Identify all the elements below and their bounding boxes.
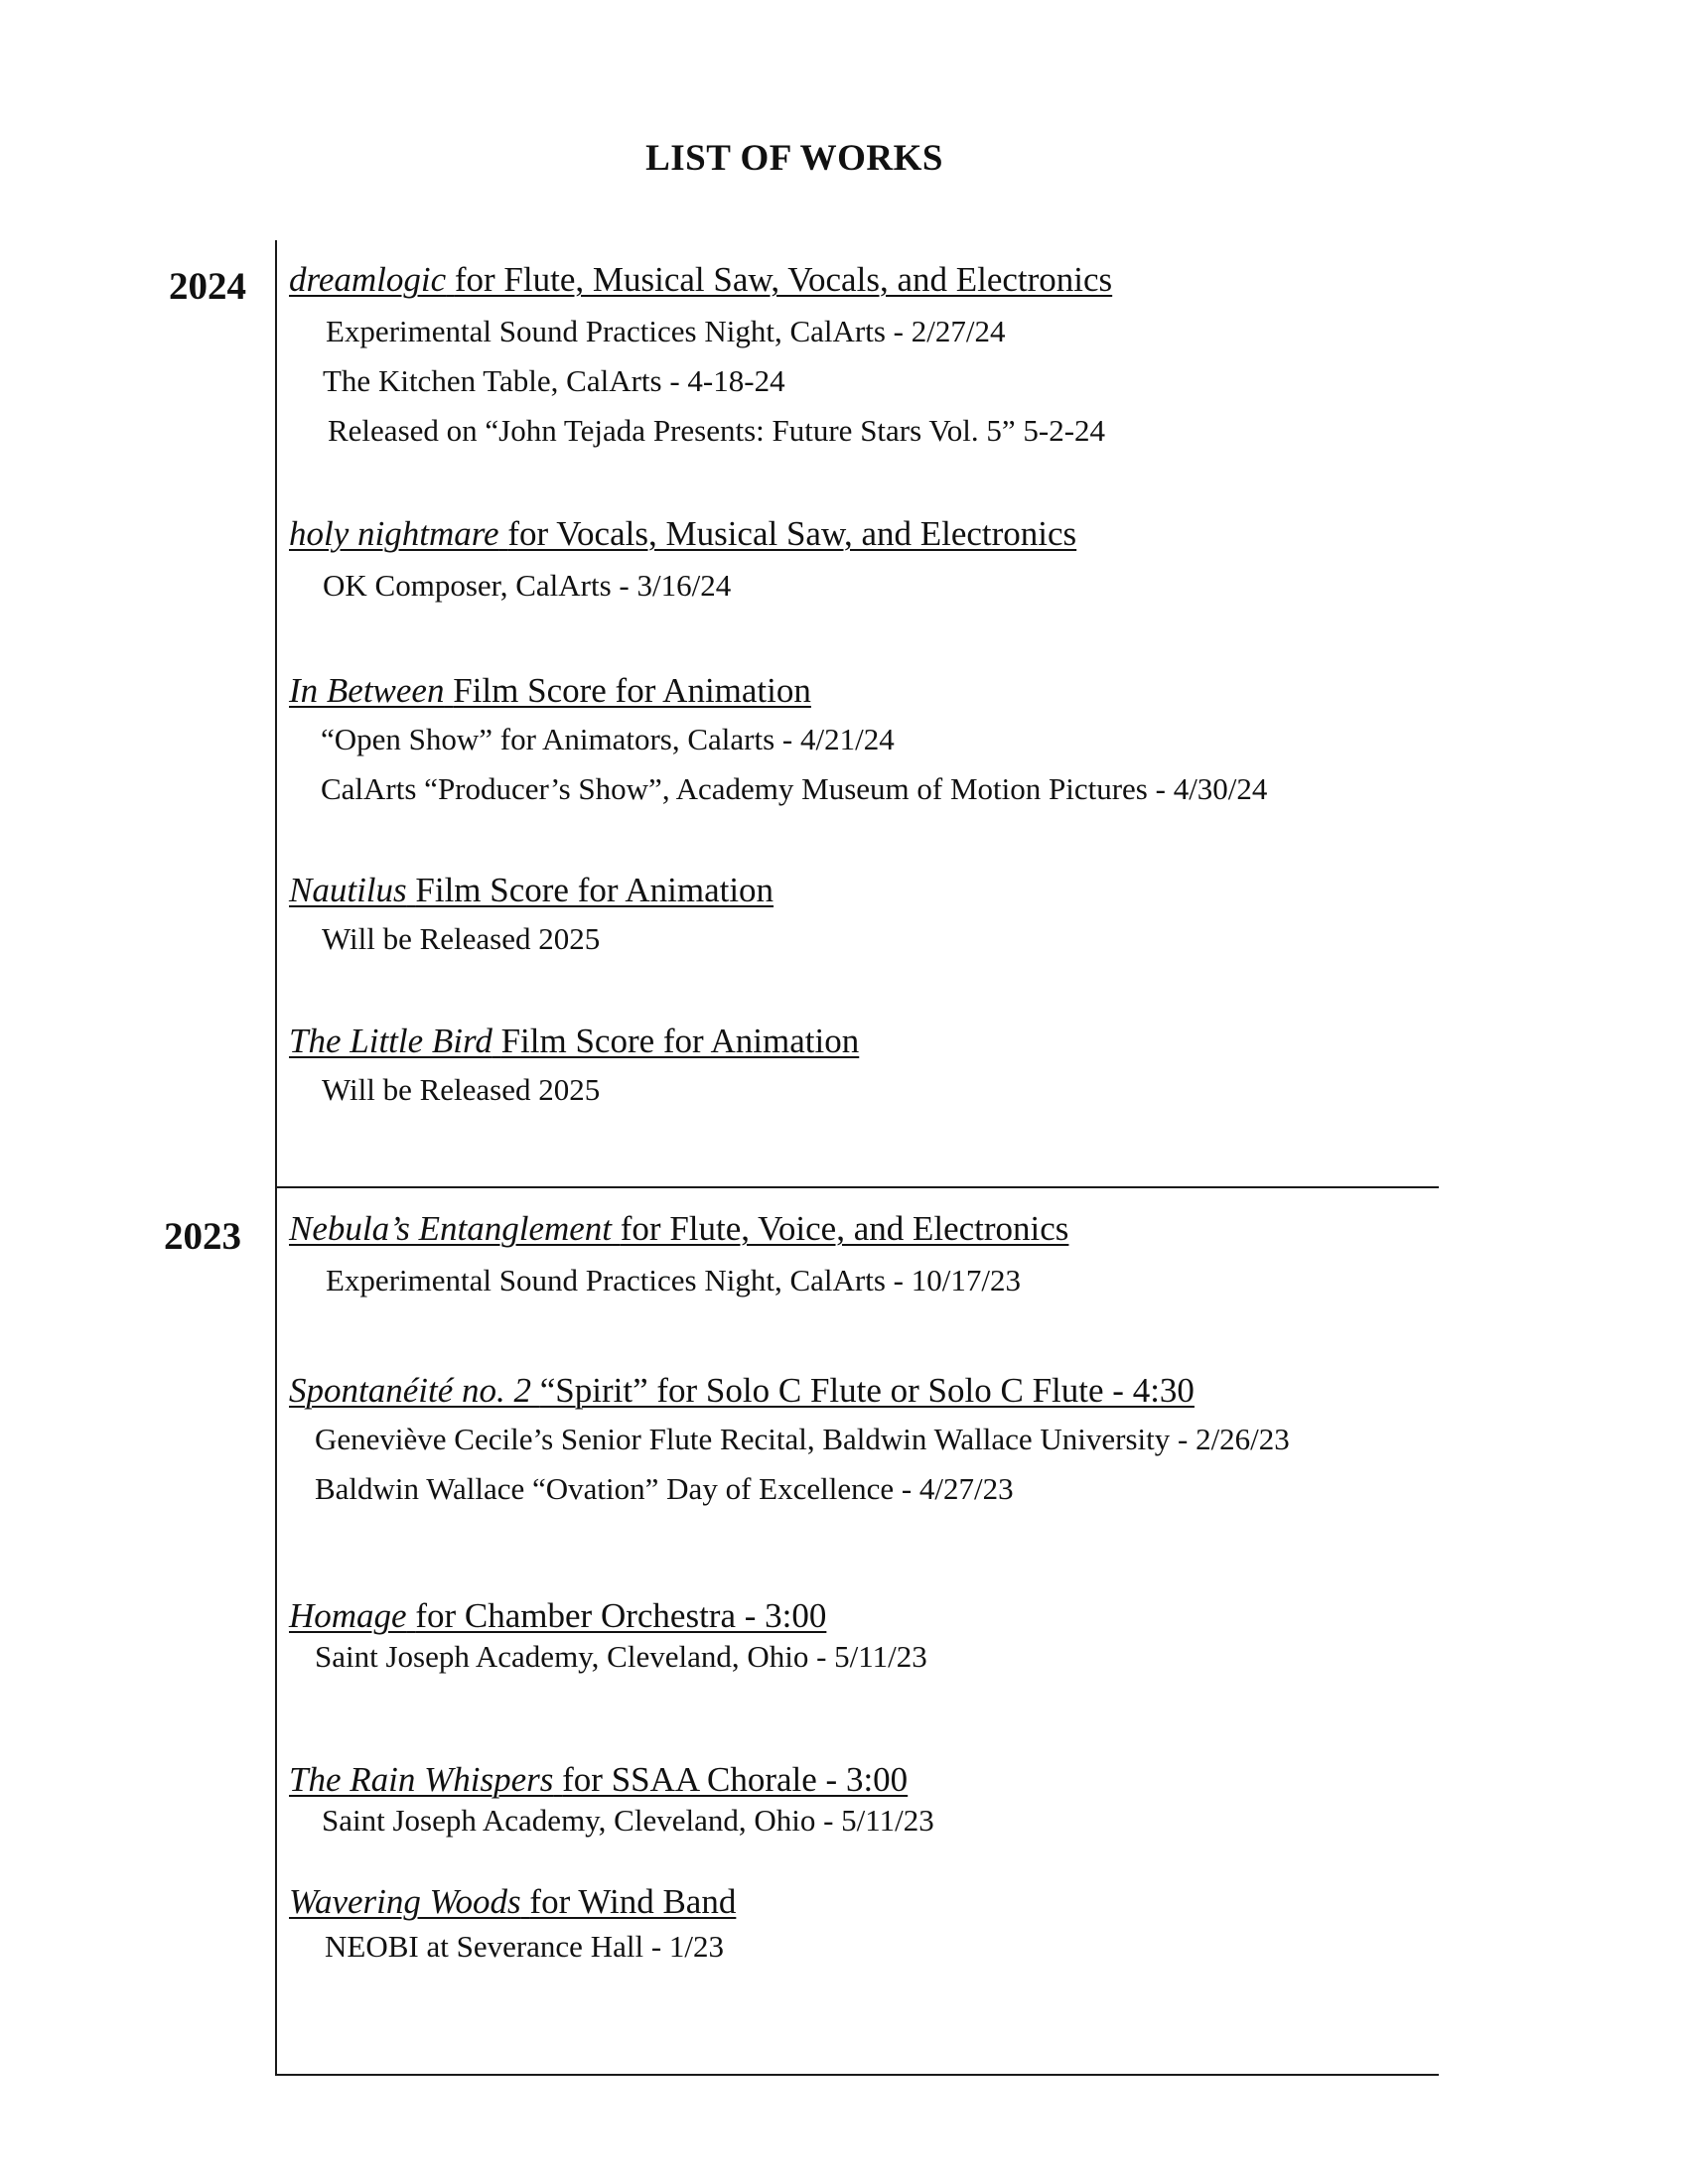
year-divider-rule (275, 1186, 1439, 1188)
work-entry (289, 1596, 927, 1676)
work-heading (289, 1022, 859, 1061)
work-heading (289, 514, 1076, 554)
work-instrumentation: for SSAA Chorale - 3:00 (562, 1760, 909, 1799)
work-heading (289, 1760, 934, 1800)
page-title: LIST OF WORKS (645, 138, 943, 179)
timeline-vertical-rule (275, 240, 277, 2076)
performance-item: Will be Released 2025 (322, 921, 601, 956)
work-heading (289, 1596, 927, 1636)
performance-item: Geneviève Cecile’s Senior Flute Recital, Baldwin Wallace University - 2/26/23 (315, 1422, 1290, 1456)
work-title: In Between (289, 671, 445, 710)
work-title: Nautilus (289, 871, 407, 909)
work-instrumentation: Film Score for Animation (415, 871, 774, 909)
work-instrumentation: for Vocals, Musical Saw, and Electronics (507, 514, 1077, 553)
work-entry (289, 671, 1267, 808)
work-title: Wavering Woods (289, 1882, 521, 1921)
work-entry (289, 1882, 736, 1966)
work-entry (289, 1371, 1290, 1508)
work-title: holy nightmare (289, 514, 499, 553)
performance-item: Will be Released 2025 (322, 1072, 601, 1107)
performance-item: Experimental Sound Practices Night, CalArts - 2/27/24 (326, 314, 1006, 348)
performance-item: NEOBI at Severance Hall - 1/23 (325, 1929, 725, 1964)
work-instrumentation: Film Score for Animation (500, 1022, 860, 1060)
performance-item: The Kitchen Table, CalArts - 4-18-24 (323, 363, 785, 398)
work-title: Spontanéité no. 2 (289, 1371, 531, 1410)
work-title: The Little Bird (289, 1022, 492, 1060)
work-title: The Rain Whispers (289, 1760, 554, 1799)
work-entry (289, 260, 1112, 450)
work-instrumentation: for Flute, Musical Saw, Vocals, and Electronics (454, 260, 1113, 299)
work-heading (289, 1882, 736, 1922)
work-heading (289, 1209, 1068, 1249)
work-heading (289, 871, 774, 910)
work-entry (289, 514, 1076, 605)
work-entry (289, 1760, 934, 1840)
performance-item: OK Composer, CalArts - 3/16/24 (323, 568, 732, 603)
work-title: Homage (289, 1596, 407, 1635)
bottom-rule (275, 2074, 1439, 2076)
performance-item: Saint Joseph Academy, Cleveland, Ohio - 5/11/23 (315, 1639, 927, 1674)
performance-item: CalArts “Producer’s Show”, Academy Museum of Motion Pictures - 4/30/24 (321, 771, 1268, 806)
year-label-2023: 2023 (164, 1215, 241, 1258)
performance-item: “Open Show” for Animators, Calarts - 4/21/24 (321, 722, 895, 756)
work-instrumentation: “Spirit” for Solo C Flute or Solo C Flute - 4:30 (539, 1371, 1195, 1410)
performance-item: Baldwin Wallace “Ovation” Day of Excellence - 4/27/23 (315, 1471, 1014, 1506)
work-instrumentation: Film Score for Animation (453, 671, 811, 710)
year-label-2024: 2024 (169, 265, 246, 308)
work-heading (289, 1371, 1290, 1411)
work-instrumentation: for Chamber Orchestra - 3:00 (415, 1596, 827, 1635)
performance-item: Released on “John Tejada Presents: Future Stars Vol. 5” 5-2-24 (328, 413, 1106, 448)
work-entry (289, 1209, 1068, 1299)
work-instrumentation: for Flute, Voice, and Electronics (620, 1209, 1069, 1248)
work-entry (289, 1022, 859, 1109)
work-heading (289, 260, 1112, 300)
work-heading (289, 671, 1267, 711)
performance-item: Saint Joseph Academy, Cleveland, Ohio - 5/11/23 (322, 1803, 934, 1838)
work-instrumentation: for Wind Band (529, 1882, 737, 1921)
performance-item: Experimental Sound Practices Night, CalArts - 10/17/23 (326, 1263, 1021, 1297)
work-title: dreamlogic (289, 260, 447, 299)
work-title: Nebula’s Entanglement (289, 1209, 613, 1248)
work-entry (289, 871, 774, 958)
